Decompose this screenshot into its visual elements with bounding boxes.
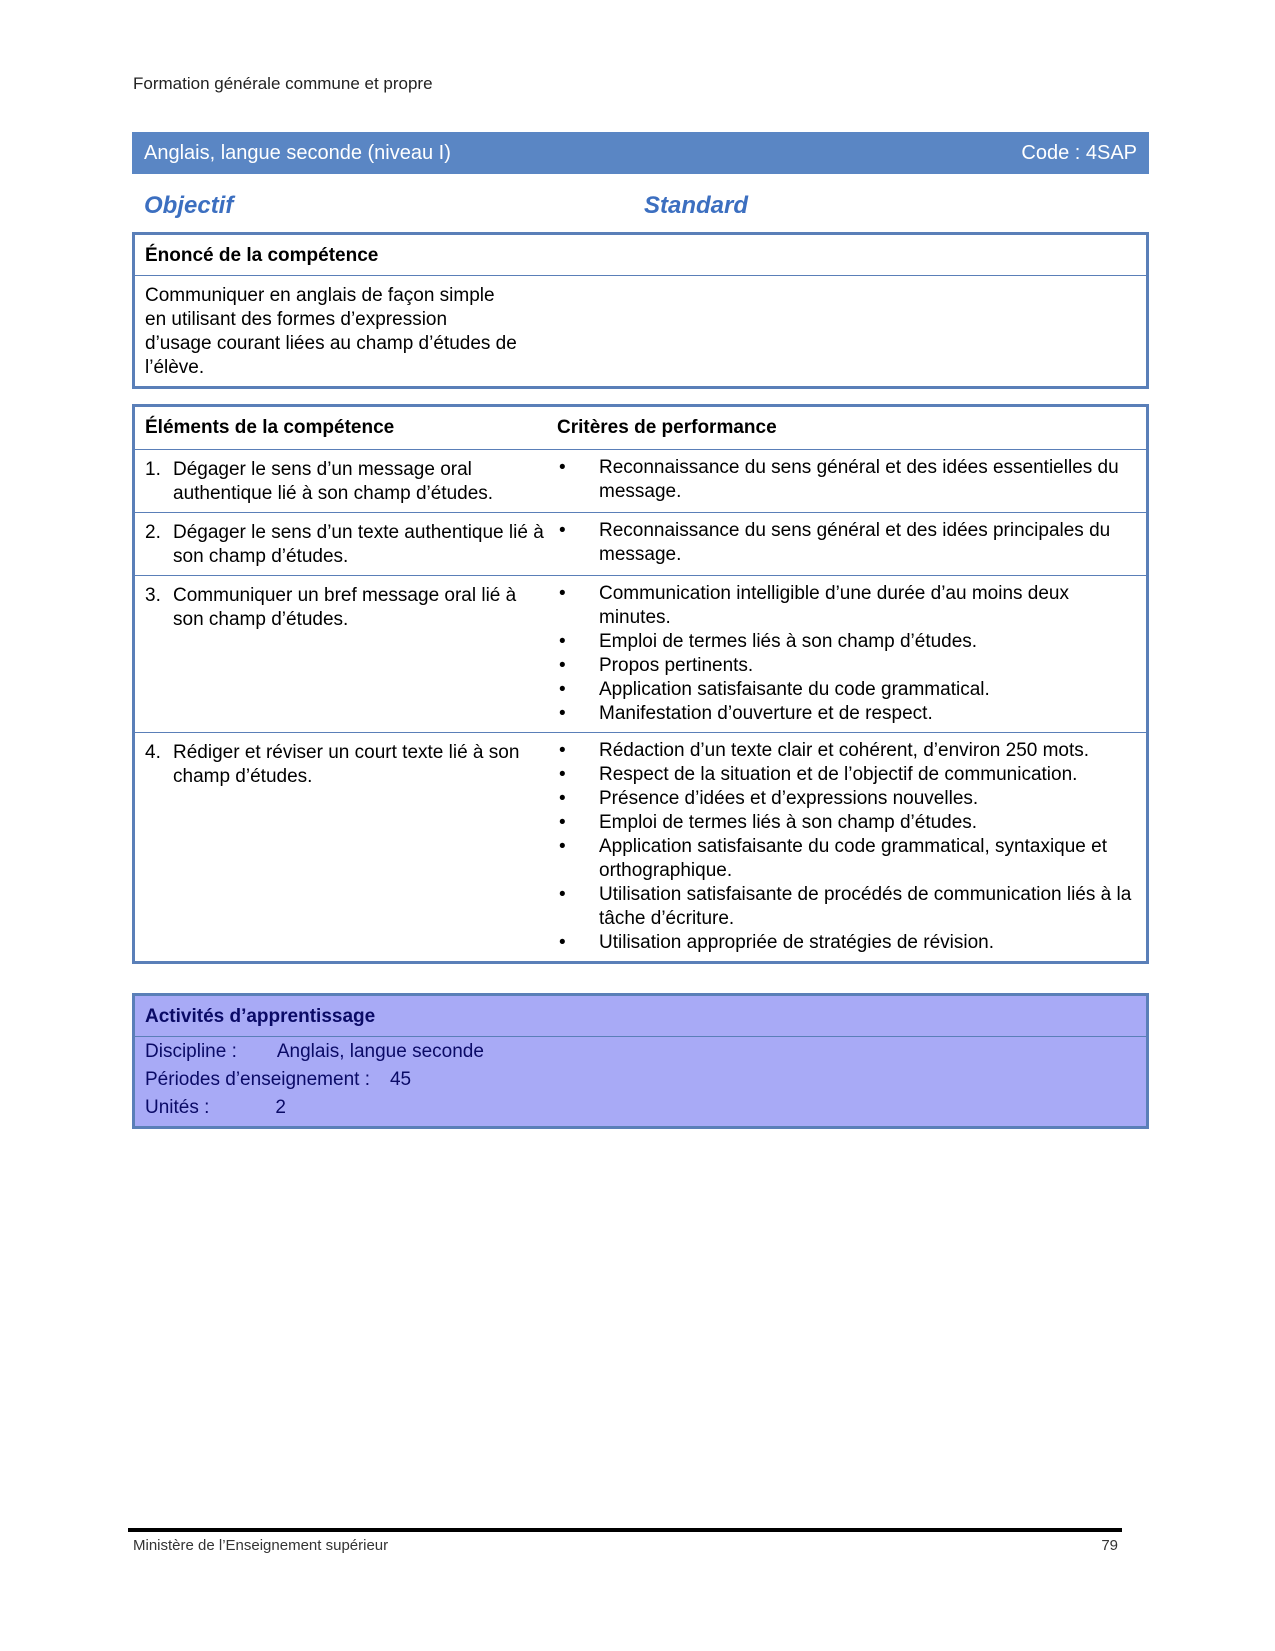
- criterion-item: [557, 456, 1134, 504]
- activites-title: Activités d’apprentissage: [135, 996, 1146, 1037]
- criterion-item: [557, 678, 1134, 702]
- table-row: [135, 576, 1146, 733]
- course-title: Anglais, langue seconde (niveau I): [144, 141, 451, 164]
- element-number: 2.: [145, 522, 161, 543]
- enonce-line: l’élève.: [145, 357, 205, 378]
- table-row: [135, 450, 1146, 513]
- unites-label: Unités :: [145, 1097, 210, 1118]
- table-row: [135, 733, 1146, 961]
- bullet-icon: •: [559, 764, 566, 785]
- periodes-label: Périodes d’enseignement :: [145, 1069, 370, 1090]
- criterion-item: [557, 811, 1134, 835]
- discipline-value: Anglais, langue seconde: [276, 1041, 484, 1062]
- enonce-line: d’usage courant liées au champ d’études de: [145, 333, 517, 354]
- bullet-icon: •: [559, 520, 566, 541]
- criterion-item: [557, 582, 1134, 630]
- criterion-item: [557, 787, 1134, 811]
- elements-table-header: [135, 407, 1146, 450]
- criterion-item: [557, 931, 1134, 955]
- criterion-text: Manifestation d’ouverture et de respect.: [599, 703, 933, 724]
- unites-line: [135, 1093, 1146, 1121]
- criterion-text: Rédaction d’un texte clair et cohérent, d’environ 250 mots.: [599, 740, 1090, 761]
- bullet-icon: •: [559, 812, 566, 833]
- elements-table: [132, 404, 1149, 964]
- running-header: Formation générale commune et propre: [133, 74, 433, 93]
- bullet-icon: •: [559, 836, 566, 857]
- criterion-item: [557, 519, 1134, 567]
- footer-rule: [128, 1528, 1122, 1532]
- course-code: Code : 4SAP: [1021, 141, 1137, 164]
- page-footer: [133, 1537, 1118, 1554]
- activites-box: [132, 993, 1149, 1129]
- unites-value: 2: [275, 1097, 286, 1118]
- criterion-item: [557, 835, 1134, 883]
- element-number: 1.: [145, 459, 161, 480]
- bullet-icon: •: [559, 703, 566, 724]
- element-text: Communiquer un bref message oral lié à son champ d’études.: [173, 585, 517, 630]
- bullet-icon: •: [559, 884, 566, 905]
- objectif-heading: Objectif: [144, 192, 234, 219]
- bullet-icon: •: [559, 932, 566, 953]
- page-number: 79: [1101, 1537, 1118, 1554]
- enonce-line: en utilisant des formes d’expression: [145, 309, 448, 330]
- periodes-value: 45: [389, 1069, 412, 1090]
- criterion-item: [557, 883, 1134, 931]
- bullet-icon: •: [559, 631, 566, 652]
- criterion-text: Respect de la situation et de l’objectif de communication.: [599, 764, 1078, 785]
- bullet-icon: •: [559, 679, 566, 700]
- col-elements-header: Éléments de la compétence: [145, 417, 395, 438]
- discipline-label: Discipline :: [145, 1041, 237, 1062]
- enonce-box: [132, 232, 1149, 389]
- course-title-bar: [132, 132, 1149, 174]
- footer-ministry: Ministère de l’Enseignement supérieur: [133, 1537, 389, 1554]
- criterion-text: Emploi de termes liés à son champ d’études.: [599, 631, 978, 652]
- bullet-icon: •: [559, 655, 566, 676]
- element-number: 4.: [145, 742, 161, 763]
- criterion-item: [557, 654, 1134, 678]
- standard-heading: Standard: [644, 192, 749, 219]
- enonce-text: [135, 276, 555, 386]
- periodes-line: [135, 1065, 1146, 1093]
- element-text: Rédiger et réviser un court texte lié à son champ d’études.: [173, 742, 520, 787]
- criterion-item: [557, 702, 1134, 726]
- criterion-text: Application satisfaisante du code grammatical, syntaxique et orthographique.: [599, 836, 1107, 881]
- discipline-line: [135, 1037, 1146, 1065]
- bullet-icon: •: [559, 583, 566, 604]
- section-headings: [144, 192, 749, 220]
- criterion-text: Emploi de termes liés à son champ d’études.: [599, 812, 978, 833]
- criterion-text: Utilisation appropriée de stratégies de révision.: [599, 932, 994, 953]
- bullet-icon: •: [559, 457, 566, 478]
- criterion-item: [557, 739, 1134, 763]
- table-row: [135, 513, 1146, 576]
- bullet-icon: •: [559, 788, 566, 809]
- criterion-text: Présence d’idées et d’expressions nouvelles.: [599, 788, 979, 809]
- element-number: 3.: [145, 585, 161, 606]
- criterion-item: [557, 630, 1134, 654]
- criterion-text: Propos pertinents.: [599, 655, 754, 676]
- enonce-line: Communiquer en anglais de façon simple: [145, 285, 495, 306]
- element-text: Dégager le sens d’un message oral authentique lié à son champ d’études.: [173, 459, 494, 504]
- bullet-icon: •: [559, 740, 566, 761]
- enonce-title: Énoncé de la compétence: [135, 235, 1146, 276]
- element-text: Dégager le sens d’un texte authentique lié à son champ d’études.: [173, 522, 544, 567]
- criterion-item: [557, 763, 1134, 787]
- criterion-text: Communication intelligible d’une durée d’au moins deux minutes.: [599, 583, 1069, 628]
- criterion-text: Reconnaissance du sens général et des idées essentielles du message.: [599, 457, 1119, 502]
- criterion-text: Utilisation satisfaisante de procédés de communication liés à la tâche d’écriture.: [599, 884, 1132, 929]
- col-criteres-header: Critères de performance: [557, 417, 777, 438]
- criterion-text: Reconnaissance du sens général et des idées principales du message.: [599, 520, 1111, 565]
- criterion-text: Application satisfaisante du code grammatical.: [599, 679, 990, 700]
